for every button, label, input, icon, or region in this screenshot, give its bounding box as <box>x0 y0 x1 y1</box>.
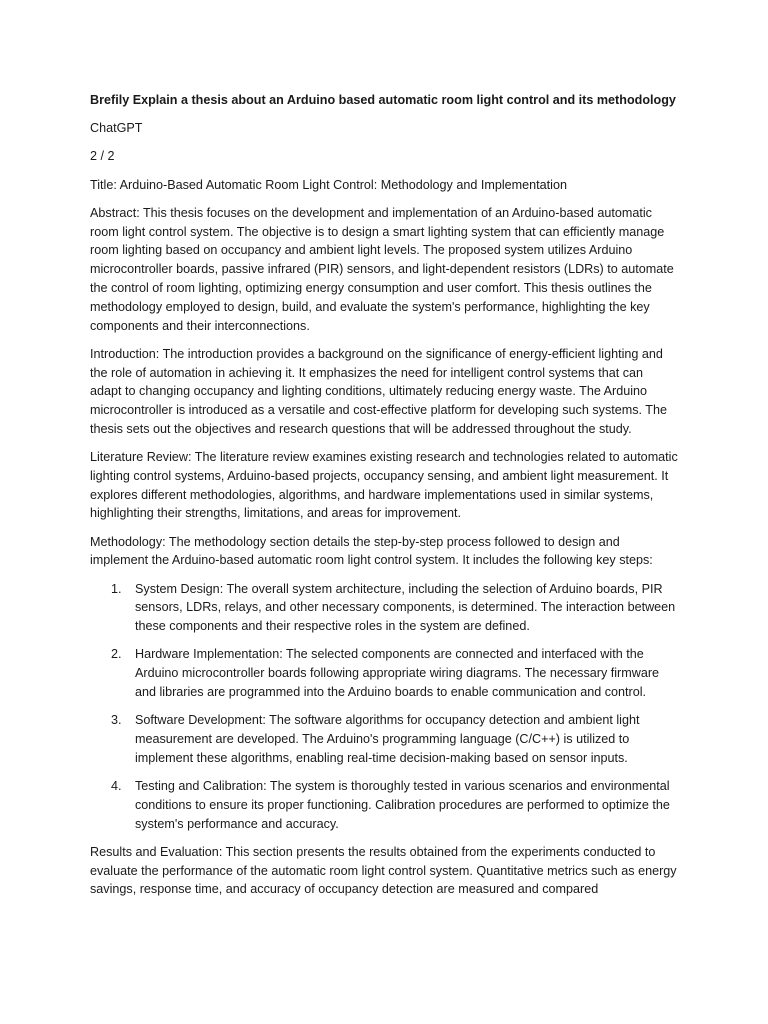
list-item-text: System Design: The overall system architecture, including the selection of Arduino boards, PIR sensors, LDRs, relays, and other necessary components, is determined. The interaction between these components and their respective roles in the system are defined. <box>135 581 676 634</box>
methodology-steps-list <box>90 580 678 834</box>
list-item-number: 2. <box>111 647 122 662</box>
list-item-text: Software Development: The software algorithms for occupancy detection and ambient light measurement are developed. The Arduino's programming language (C/C++) is utilized to implement these algorithms, enabling real-time decision-making based on sensor inputs. <box>135 713 640 765</box>
results-paragraph: Results and Evaluation: This section presents the results obtained from the experiments conducted to evaluate the performance of the automatic room light control system. Quantitative metrics such as energy savings, response time, and accuracy of occupancy detection are measured and compared <box>90 844 677 897</box>
thesis-title: Title: Arduino-Based Automatic Room Light Control: Methodology and Implementation <box>90 177 567 192</box>
introduction-paragraph: Introduction: The introduction provides a background on the significance of energy-efficient lighting and the role of automation in achieving it. It emphasizes the need for intelligent control systems that can adapt to changing occupancy and lighting conditions, ultimately reducing energy waste. The Arduino microcontroller is introduced as a versatile and cost-effective platform for developing such systems. The thesis sets out the objectives and research questions that will be addressed throughout the study. <box>90 346 668 436</box>
pagination-indicator: 2 / 2 <box>90 149 115 164</box>
question-heading: Brefily Explain a thesis about an Arduino based automatic room light control and its methodology <box>90 93 676 107</box>
list-item-number: 3. <box>111 713 122 728</box>
list-item <box>90 645 678 701</box>
list-item-number: 1. <box>111 581 122 596</box>
author-label: ChatGPT <box>90 121 143 136</box>
methodology-intro-paragraph: Methodology: The methodology section details the step-by-step process followed to design and implement the Arduino-based automatic room light control system. It includes the following key steps: <box>90 534 653 568</box>
list-item-text: Hardware Implementation: The selected components are connected and interfaced with the Arduino microcontroller boards following appropriate wiring diagrams. The necessary firmware and libraries are programmed into the Arduino boards to enable communication and control. <box>135 647 660 700</box>
list-item-number: 4. <box>111 779 122 793</box>
list-item <box>90 580 678 636</box>
list-item <box>90 777 678 833</box>
list-item <box>90 711 678 767</box>
document-page <box>90 91 678 909</box>
list-item-text: Testing and Calibration: The system is thoroughly tested in various scenarios and environmental conditions to ensure its proper functioning. Calibration procedures are performed to optimize the system's performance and accuracy. <box>135 779 670 831</box>
abstract-paragraph: Abstract: This thesis focuses on the development and implementation of an Arduino-based automatic room light control system. The objective is to design a smart lighting system that can efficiently manage room lighting based on occupancy and ambient light levels. The proposed system utilizes Arduino microcontroller boards, passive infrared (PIR) sensors, and light-dependent resistors (LDRs) to automate the control of room lighting, optimizing energy consumption and user comfort. This thesis outlines the methodology employed to design, build, and evaluate the system's performance, highlighting the key components and their interconnections. <box>90 205 674 333</box>
literature-review-paragraph: Literature Review: The literature review examines existing research and technologies related to automatic lighting control systems, Arduino-based projects, occupancy sensing, and ambient light measurement. It explores different methodologies, algorithms, and hardware implementations used in similar systems, highlighting their strengths, limitations, and areas for improvement. <box>90 450 678 521</box>
